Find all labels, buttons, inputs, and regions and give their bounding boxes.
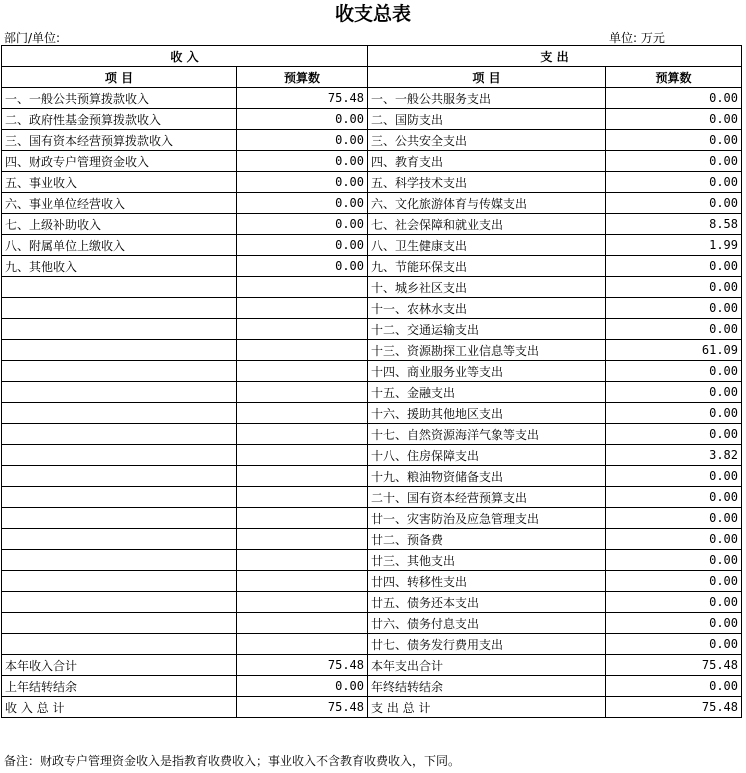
table-row	[2, 88, 742, 109]
income-budget-cell	[237, 466, 368, 487]
income-item-cell: 九、其他收入	[2, 256, 237, 277]
income-item-cell	[2, 529, 237, 550]
table-row	[2, 508, 742, 529]
expense-budget-cell: 0.00	[606, 130, 742, 151]
expense-item-cell: 支 出 总 计	[368, 697, 606, 718]
expense-budget-cell: 0.00	[606, 424, 742, 445]
table-row	[2, 172, 742, 193]
income-budget-cell: 0.00	[237, 151, 368, 172]
expense-budget-cell: 61.09	[606, 340, 742, 361]
expense-item-cell: 八、卫生健康支出	[368, 235, 606, 256]
expense-budget-cell: 0.00	[606, 256, 742, 277]
expense-item-cell: 七、社会保障和就业支出	[368, 214, 606, 235]
income-item-cell: 四、财政专户管理资金收入	[2, 151, 237, 172]
expense-item-cell: 二十、国有资本经营预算支出	[368, 487, 606, 508]
income-budget-cell: 0.00	[237, 172, 368, 193]
income-budget-cell: 75.48	[237, 655, 368, 676]
expense-item-cell: 六、文化旅游体育与传媒支出	[368, 193, 606, 214]
dept-label: 部门/单位:	[4, 31, 61, 45]
income-item-header: 项 目	[2, 67, 237, 88]
income-budget-cell	[237, 508, 368, 529]
expense-item-cell: 十六、援助其他地区支出	[368, 403, 606, 424]
expense-budget-cell: 0.00	[606, 277, 742, 298]
table-row	[2, 193, 742, 214]
income-budget-cell	[237, 634, 368, 655]
income-item-cell: 二、政府性基金预算拨款收入	[2, 109, 237, 130]
income-item-cell	[2, 550, 237, 571]
table-row	[2, 592, 742, 613]
expense-item-cell: 十、城乡社区支出	[368, 277, 606, 298]
income-item-cell	[2, 340, 237, 361]
income-budget-cell: 0.00	[237, 214, 368, 235]
expense-budget-cell: 0.00	[606, 676, 742, 697]
income-budget-cell: 0.00	[237, 256, 368, 277]
expense-budget-cell: 75.48	[606, 655, 742, 676]
table-row	[2, 256, 742, 277]
expense-budget-cell: 0.00	[606, 298, 742, 319]
budget-table	[1, 45, 742, 718]
expense-budget-cell: 0.00	[606, 361, 742, 382]
expense-budget-cell: 0.00	[606, 466, 742, 487]
expense-budget-header: 预算数	[606, 67, 742, 88]
income-budget-cell	[237, 571, 368, 592]
expense-budget-cell: 0.00	[606, 613, 742, 634]
expense-item-cell: 廿二、预备费	[368, 529, 606, 550]
expense-budget-cell: 8.58	[606, 214, 742, 235]
expense-item-cell: 十五、金融支出	[368, 382, 606, 403]
total-row	[2, 676, 742, 697]
income-budget-cell: 0.00	[237, 193, 368, 214]
expense-budget-cell: 0.00	[606, 151, 742, 172]
expense-item-header: 项 目	[368, 67, 606, 88]
total-row	[2, 697, 742, 718]
expense-item-cell: 一、一般公共服务支出	[368, 88, 606, 109]
table-row	[2, 277, 742, 298]
expense-item-cell: 十七、自然资源海洋气象等支出	[368, 424, 606, 445]
income-budget-cell	[237, 277, 368, 298]
income-item-cell	[2, 403, 237, 424]
table-row	[2, 382, 742, 403]
expense-budget-cell: 1.99	[606, 235, 742, 256]
expense-item-cell: 十八、住房保障支出	[368, 445, 606, 466]
income-item-cell	[2, 382, 237, 403]
income-item-cell: 上年结转结余	[2, 676, 237, 697]
table-row	[2, 298, 742, 319]
expense-item-cell: 十二、交通运输支出	[368, 319, 606, 340]
section-header-row	[2, 46, 742, 67]
income-budget-cell	[237, 487, 368, 508]
column-header-row	[2, 67, 742, 88]
table-row	[2, 214, 742, 235]
unit-label: 单位: 万元	[609, 31, 665, 45]
expense-item-cell: 廿四、转移性支出	[368, 571, 606, 592]
income-budget-cell	[237, 424, 368, 445]
income-budget-cell: 0.00	[237, 130, 368, 151]
income-item-cell	[2, 424, 237, 445]
expense-item-cell: 十三、资源勘探工业信息等支出	[368, 340, 606, 361]
expense-budget-cell: 0.00	[606, 487, 742, 508]
footnote: 备注：财政专户管理资金收入是指教育收费收入；事业收入不含教育收费收入，下同。	[4, 754, 461, 768]
expense-item-cell: 十九、粮油物资储备支出	[368, 466, 606, 487]
expense-budget-cell: 0.00	[606, 403, 742, 424]
page-title: 收支总表	[334, 3, 411, 25]
income-budget-cell	[237, 340, 368, 361]
expense-item-cell: 三、公共安全支出	[368, 130, 606, 151]
income-item-cell: 六、事业单位经营收入	[2, 193, 237, 214]
income-budget-cell	[237, 550, 368, 571]
income-item-cell	[2, 361, 237, 382]
expense-budget-cell: 0.00	[606, 382, 742, 403]
expense-budget-cell: 0.00	[606, 592, 742, 613]
expense-item-cell: 廿五、债务还本支出	[368, 592, 606, 613]
expense-item-cell: 廿七、债务发行费用支出	[368, 634, 606, 655]
expense-item-cell: 廿三、其他支出	[368, 550, 606, 571]
table-row	[2, 235, 742, 256]
income-budget-cell: 0.00	[237, 676, 368, 697]
income-header: 收 入	[2, 46, 368, 67]
expense-item-cell: 十四、商业服务业等支出	[368, 361, 606, 382]
income-item-cell	[2, 592, 237, 613]
income-budget-cell	[237, 403, 368, 424]
table-row	[2, 466, 742, 487]
income-budget-cell: 75.48	[237, 88, 368, 109]
income-item-cell: 三、国有资本经营预算拨款收入	[2, 130, 237, 151]
income-budget-cell	[237, 382, 368, 403]
table-row	[2, 487, 742, 508]
expense-item-cell: 年终结转结余	[368, 676, 606, 697]
income-item-cell	[2, 613, 237, 634]
income-budget-cell	[237, 319, 368, 340]
table-row	[2, 634, 742, 655]
table-row	[2, 109, 742, 130]
table-row	[2, 445, 742, 466]
income-item-cell: 五、事业收入	[2, 172, 237, 193]
total-row	[2, 655, 742, 676]
expense-header: 支 出	[368, 46, 742, 67]
income-budget-cell	[237, 445, 368, 466]
expense-budget-cell: 0.00	[606, 634, 742, 655]
income-item-cell: 七、上级补助收入	[2, 214, 237, 235]
income-budget-cell: 0.00	[237, 109, 368, 130]
table-row	[2, 613, 742, 634]
table-row	[2, 130, 742, 151]
table-row	[2, 529, 742, 550]
expense-item-cell: 九、节能环保支出	[368, 256, 606, 277]
income-budget-cell	[237, 613, 368, 634]
income-item-cell	[2, 445, 237, 466]
income-item-cell: 一、一般公共预算拨款收入	[2, 88, 237, 109]
income-item-cell	[2, 508, 237, 529]
table-row	[2, 361, 742, 382]
expense-budget-cell: 0.00	[606, 319, 742, 340]
table-row	[2, 340, 742, 361]
expense-item-cell: 廿一、灾害防治及应急管理支出	[368, 508, 606, 529]
table-row	[2, 319, 742, 340]
income-item-cell	[2, 319, 237, 340]
expense-budget-cell: 0.00	[606, 193, 742, 214]
income-budget-cell	[237, 592, 368, 613]
expense-budget-cell: 75.48	[606, 697, 742, 718]
table-row	[2, 151, 742, 172]
unit-row	[0, 29, 746, 45]
expense-budget-cell: 0.00	[606, 88, 742, 109]
income-item-cell	[2, 277, 237, 298]
income-item-cell: 本年收入合计	[2, 655, 237, 676]
income-item-cell: 八、附属单位上缴收入	[2, 235, 237, 256]
income-budget-cell: 0.00	[237, 235, 368, 256]
expense-budget-cell: 0.00	[606, 571, 742, 592]
expense-item-cell: 十一、农林水支出	[368, 298, 606, 319]
income-item-cell	[2, 466, 237, 487]
expense-budget-cell: 0.00	[606, 508, 742, 529]
income-budget-cell	[237, 529, 368, 550]
income-budget-cell: 75.48	[237, 697, 368, 718]
expense-item-cell: 本年支出合计	[368, 655, 606, 676]
income-item-cell: 收 入 总 计	[2, 697, 237, 718]
income-item-cell	[2, 634, 237, 655]
expense-budget-cell: 0.00	[606, 172, 742, 193]
expense-item-cell: 五、科学技术支出	[368, 172, 606, 193]
expense-budget-cell: 0.00	[606, 550, 742, 571]
expense-item-cell: 二、国防支出	[368, 109, 606, 130]
table-row	[2, 550, 742, 571]
expense-budget-cell: 0.00	[606, 529, 742, 550]
expense-item-cell: 四、教育支出	[368, 151, 606, 172]
income-budget-cell	[237, 298, 368, 319]
expense-budget-cell: 3.82	[606, 445, 742, 466]
income-budget-header: 预算数	[237, 67, 368, 88]
table-row	[2, 403, 742, 424]
table-row	[2, 571, 742, 592]
income-budget-cell	[237, 361, 368, 382]
income-item-cell	[2, 571, 237, 592]
expense-budget-cell: 0.00	[606, 109, 742, 130]
table-row	[2, 424, 742, 445]
income-item-cell	[2, 298, 237, 319]
income-item-cell	[2, 487, 237, 508]
expense-item-cell: 廿六、债务付息支出	[368, 613, 606, 634]
